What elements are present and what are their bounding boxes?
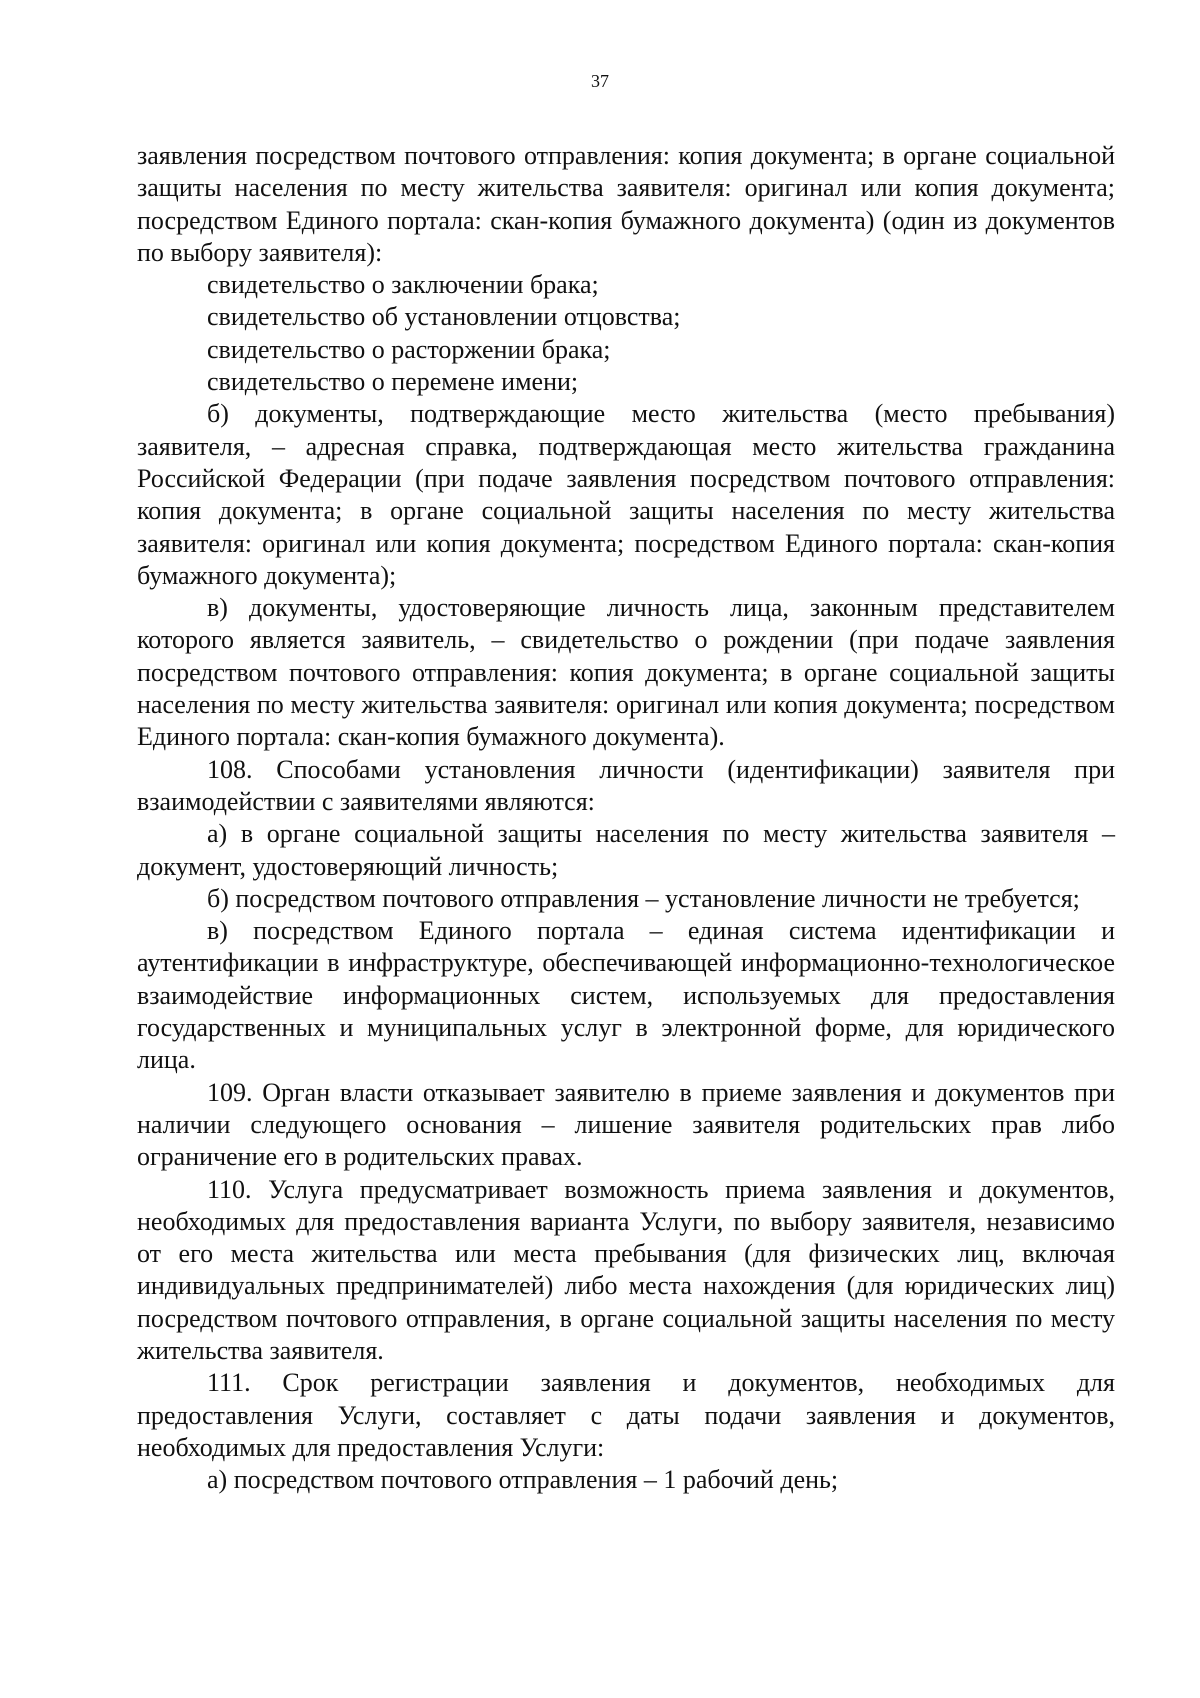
paragraph-108-item-b: б) посредством почтового отправления – установление личности не требуется;: [207, 883, 1080, 913]
paragraph-111: 111. Срок регистрации заявления и документов, необходимых для предоставления Услуги, составляет с даты подачи заявления и документов, необходимых для предоставления Услуги:: [137, 1368, 1115, 1462]
document-body: [137, 140, 1115, 1496]
paragraph-paternity-certificate: свидетельство об установлении отцовства;: [207, 302, 681, 332]
paragraph-divorce-certificate: свидетельство о расторжении брака;: [207, 334, 611, 364]
paragraph-108: 108. Способами установления личности (идентификации) заявителя при взаимодействии с заявителями являются:: [137, 754, 1115, 816]
paragraph-109: 109. Орган власти отказывает заявителю в приеме заявления и документов при наличии следующего основания – лишение заявителя родительских прав либо ограничение его в родительских правах.: [137, 1077, 1115, 1172]
paragraph-item-v-identity: в) документы, удостоверяющие личность лица, законным представителем которого является заявитель, – свидетельство о рождении (при подаче заявления посредством почтового отправления: копия документа; в органе социальной защиты населения по месту жительства заявителя: оригинал или копия документа; посредством Единого портала: скан-копия бумажного документа).: [137, 593, 1115, 752]
paragraph-marriage-certificate: свидетельство о заключении брака;: [207, 270, 599, 300]
paragraph-item-b-residence: б) документы, подтверждающие место жительства (место пребывания) заявителя, – адресная справка, подтверждающая место жительства гражданина Российской Федерации (при подаче заявления посредством почтового отправления: копия документа; в органе социальной защиты населения по месту жительства заявителя: оригинал или копия документа; посредством Единого портала: скан-копия бумажного документа);: [137, 399, 1115, 590]
page-number: 37: [591, 71, 609, 91]
paragraph-108-item-a: а) в органе социальной защиты населения по месту жительства заявителя – документ, удостоверяющий личность;: [137, 819, 1115, 881]
paragraph-110: 110. Услуга предусматривает возможность приема заявления и документов, необходимых для предоставления варианта Услуги, по выбору заявителя, независимо от его места жительства или места пребывания (для физических лиц, включая индивидуальных предпринимателей) либо места нахождения (для юридических лиц) посредством почтового отправления, в органе социальной защиты населения по месту жительства заявителя.: [137, 1174, 1115, 1365]
paragraph-111-item-a: а) посредством почтового отправления – 1 рабочий день;: [207, 1465, 839, 1495]
paragraph-continuation: заявления посредством почтового отправления: копия документа; в органе социальной защиты населения по месту жительства заявителя: оригинал или копия документа; посредством Единого портала: скан-копия бумажного документа) (один из документов по выбору заявителя):: [137, 141, 1115, 267]
paragraph-108-item-v: в) посредством Единого портала – единая система идентификации и аутентификации в инфраструктуре, обеспечивающей информационно-технологическое взаимодействие информационных систем, используемых для предоставления государственных и муниципальных услуг в электронной форме, для юридического лица.: [137, 916, 1115, 1075]
paragraph-name-change-certificate: свидетельство о перемене имени;: [207, 367, 579, 397]
